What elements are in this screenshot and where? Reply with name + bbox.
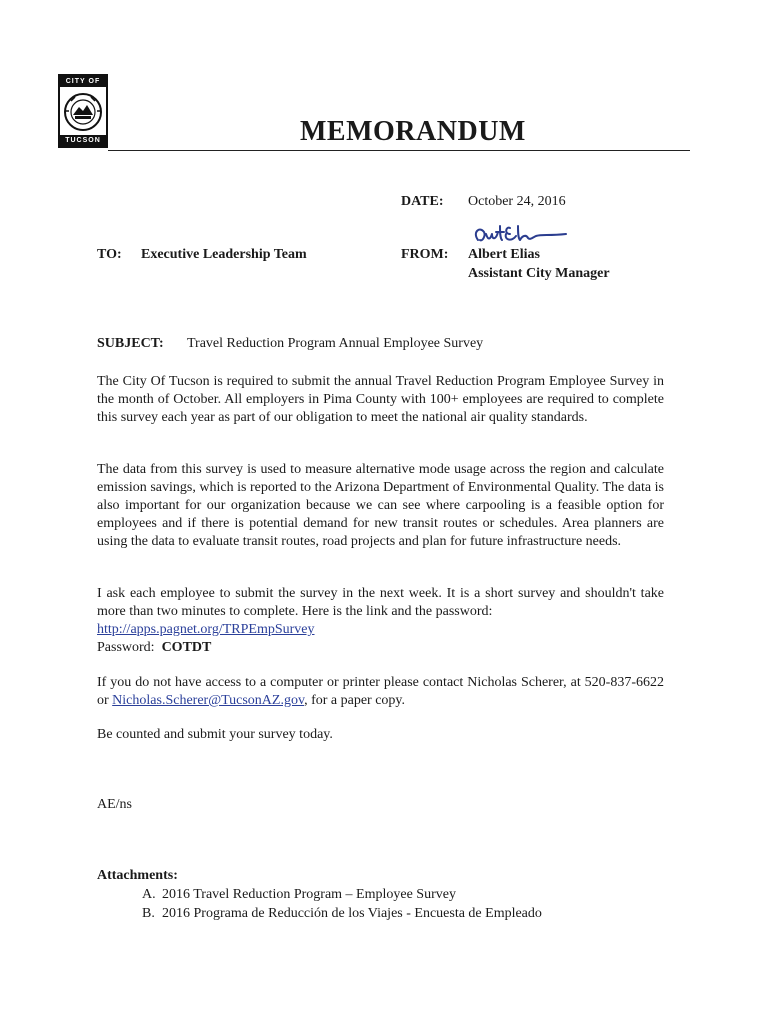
password-value: COTDT [161, 640, 212, 655]
attachment-item-b: 2016 Programa de Reducción de los Viajes - Encuesta de Empleado [162, 906, 542, 921]
to-value: Executive Leadership Team [141, 247, 307, 262]
from-name: Albert Elias [468, 247, 540, 262]
author-initials: AE/ns [97, 797, 132, 812]
attachment-item-a: 2016 Travel Reduction Program – Employee Survey [162, 887, 456, 902]
survey-link[interactable]: http://apps.pagnet.org/TRPEmpSurvey [97, 622, 315, 637]
contact-text: If you do not have access to a computer or printer please contact Nicholas Scherer, at 520-837-6622 or [97, 675, 664, 708]
attachment-item-a-marker: A. [142, 887, 156, 902]
logo-top-text: CITY OF [60, 76, 106, 87]
attachment-item-b-marker: B. [142, 906, 155, 921]
body-paragraph-3 [97, 585, 664, 657]
survey-request-text: I ask each employee to submit the survey in the next week. It is a short survey and shouldn't take more than two minutes to complete. Here is the link and the password: [97, 586, 664, 619]
to-label: TO: [97, 247, 122, 262]
password-label: Password: [97, 640, 155, 655]
from-label: FROM: [401, 247, 449, 262]
logo-bottom-text: TUCSON [60, 135, 106, 146]
body-paragraph-2: The data from this survey is used to measure alternative mode usage across the region and calculate emission savings, which is reported to the Arizona Department of Environmental Quality. The data is also important for our organization because we can see where carpooling is a feasible option for employees and if there is potential demand for new transit routes or schedules. Area planners are using the data to evaluate transit routes, road projects and plan for future infrastructure needs. [97, 462, 664, 549]
contact-text-end: , for a paper copy. [304, 693, 405, 708]
body-paragraph-4 [97, 674, 664, 710]
memo-title: MEMORANDUM [300, 116, 526, 147]
seal-emblem-icon [63, 89, 103, 135]
attachments-heading: Attachments: [97, 868, 178, 883]
subject-label: SUBJECT: [97, 336, 164, 351]
contact-email-link[interactable]: Nicholas.Scherer@TucsonAZ.gov [112, 693, 305, 708]
body-paragraph-1: The City Of Tucson is required to submit the annual Travel Reduction Program Employee Survey in the month of October. All employers in Pima County with 100+ employees are required to complete this survey each year as part of our obligation to meet the national air quality standards. [97, 374, 664, 425]
subject-value: Travel Reduction Program Annual Employee Survey [187, 336, 484, 351]
closing-line: Be counted and submit your survey today. [97, 727, 333, 742]
header-divider [108, 150, 690, 151]
date-label: DATE: [401, 194, 444, 209]
date-value: October 24, 2016 [468, 194, 566, 209]
from-title: Assistant City Manager [468, 266, 610, 281]
city-seal-logo [58, 74, 108, 148]
